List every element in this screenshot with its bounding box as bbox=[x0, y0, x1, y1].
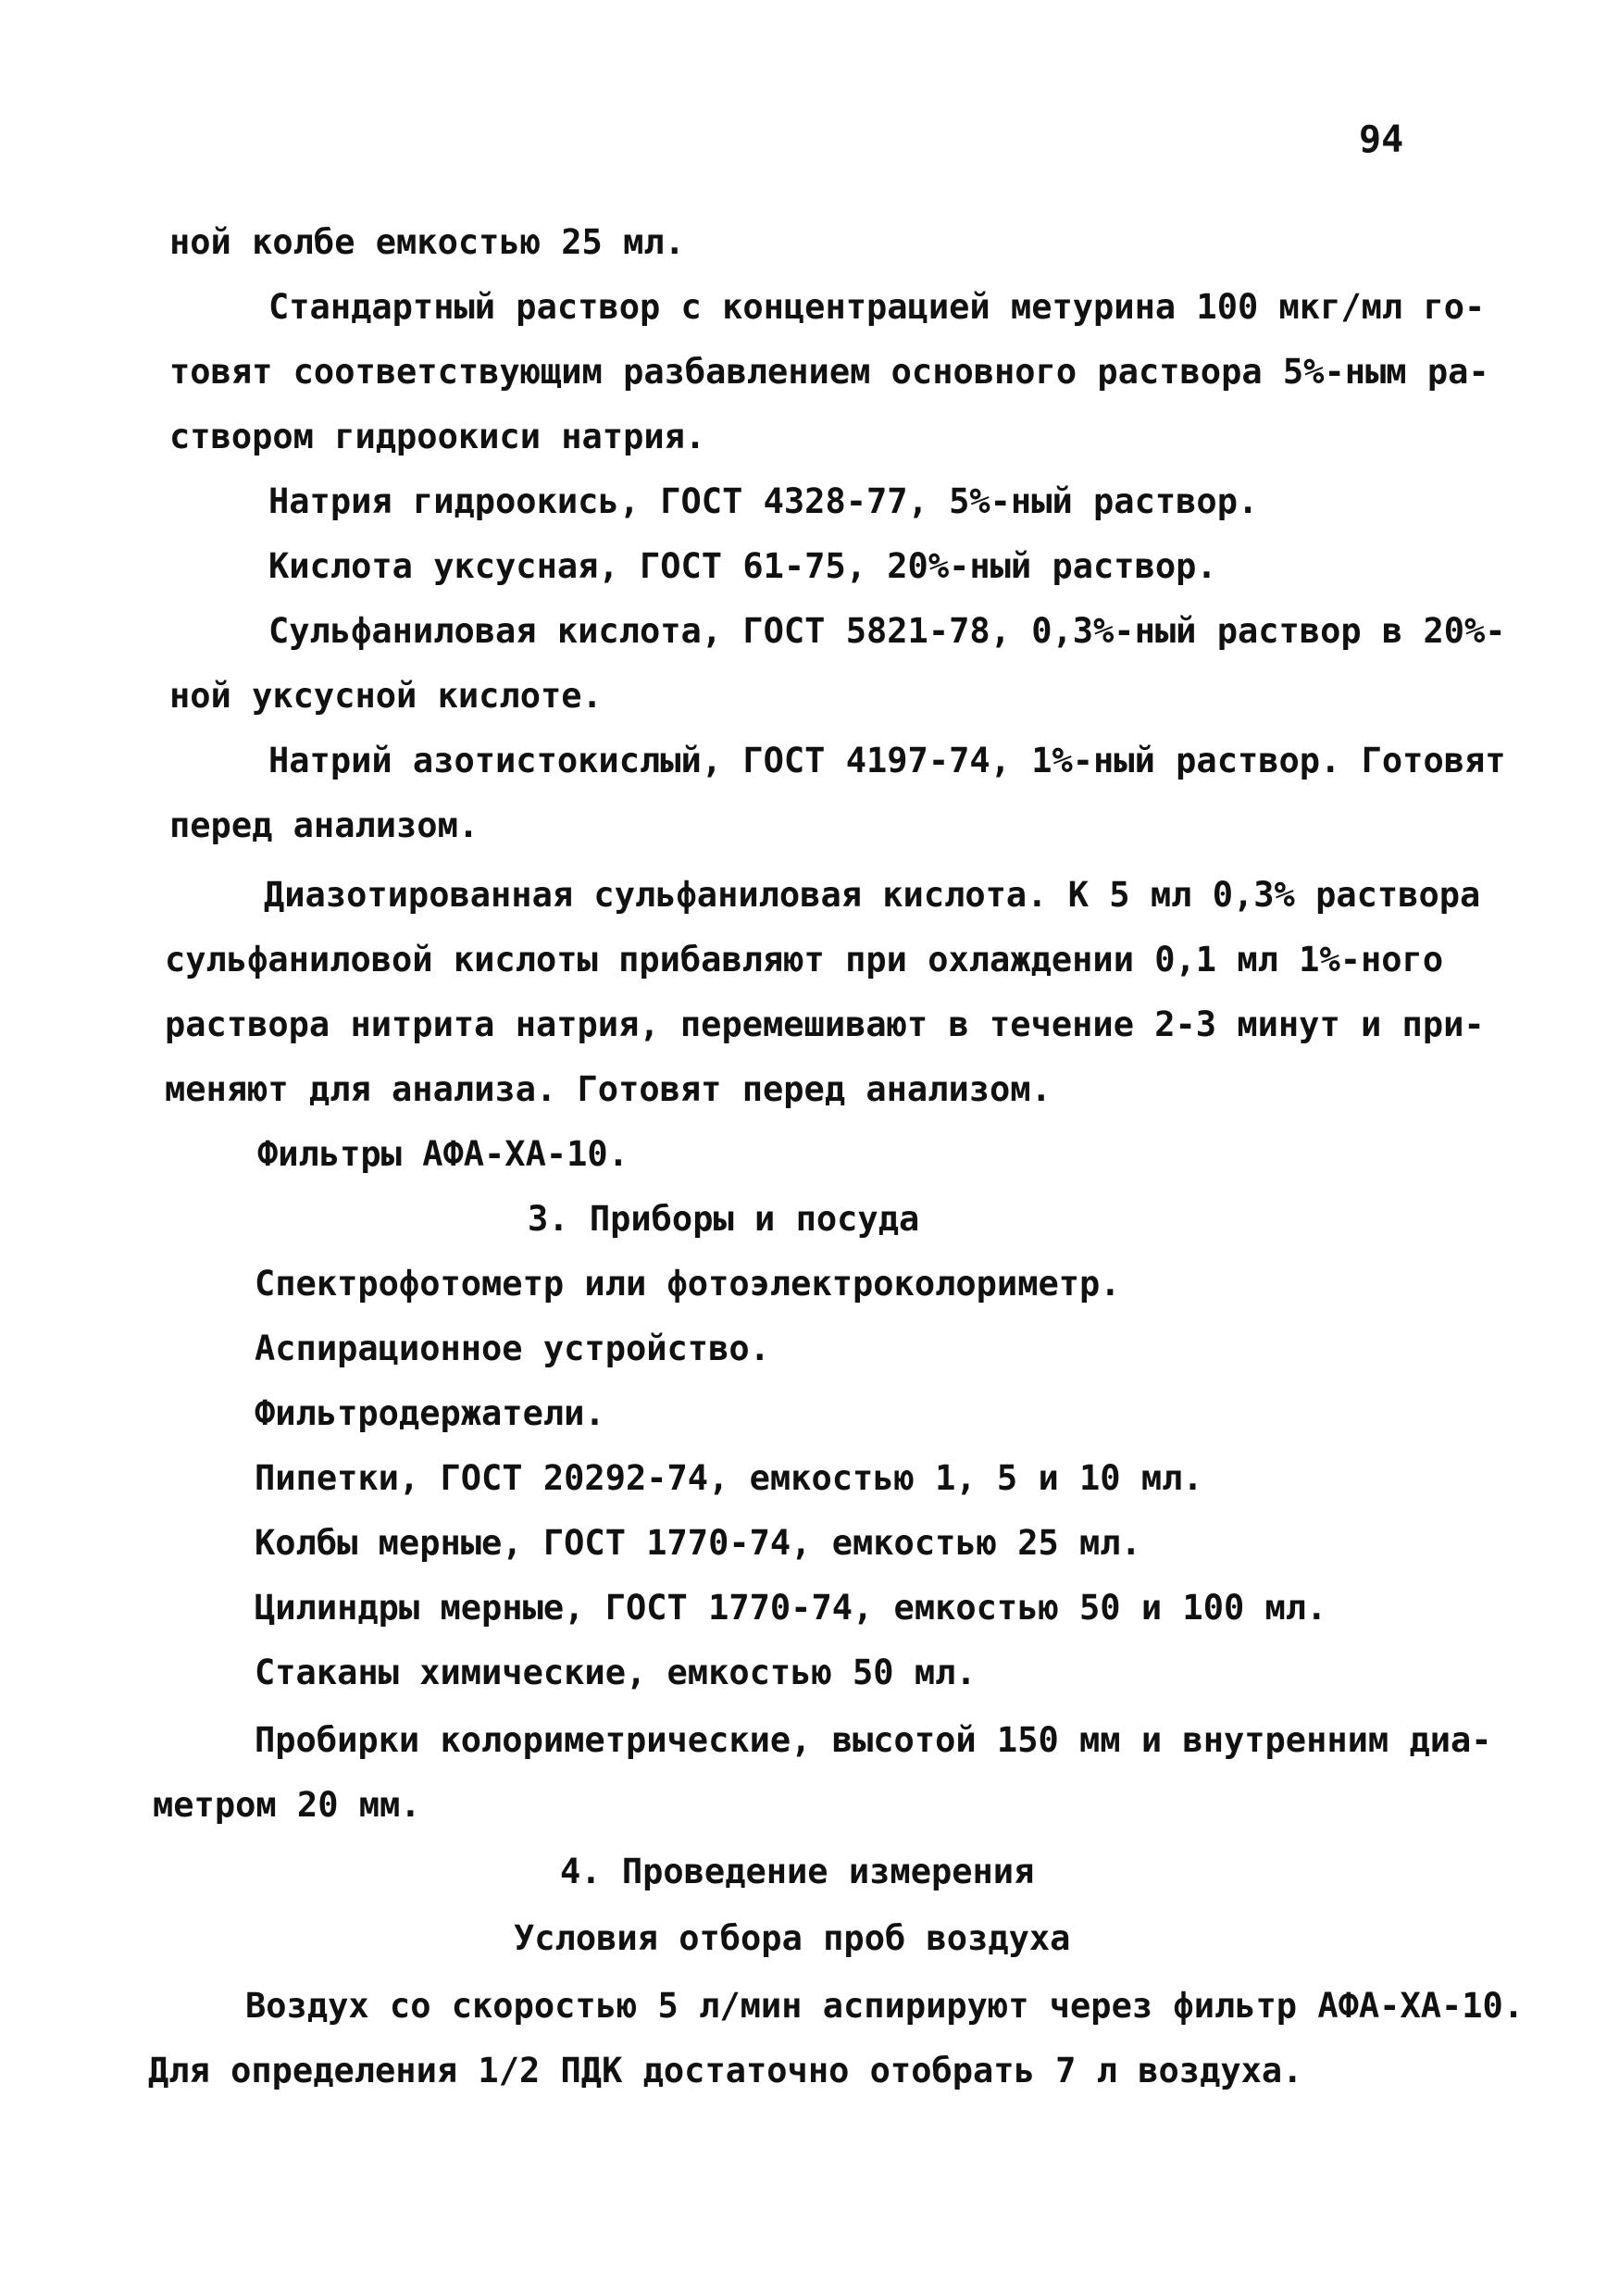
text-line: Колбы мерные, ГОСТ 1770-74, емкостью 25 мл. bbox=[255, 1523, 1141, 1563]
section-heading: 4. Проведение измерения bbox=[560, 1852, 1035, 1891]
text-line: сульфаниловой кислоты прибавляют при охлаждении 0,1 мл 1%-ного bbox=[165, 940, 1444, 980]
text-line: Пробирки колориметрические, высотой 150 мм и внутренним диа- bbox=[255, 1720, 1492, 1760]
text-line: ной колбе емкостью 25 мл. bbox=[169, 222, 685, 262]
text-line: перед анализом. bbox=[169, 805, 479, 845]
text-line: Пипетки, ГОСТ 20292-74, емкостью 1, 5 и 10 мл. bbox=[255, 1458, 1203, 1498]
text-line: Кислота уксусная, ГОСТ 61-75, 20%-ный раствор. bbox=[268, 546, 1217, 586]
page-number: 94 bbox=[1359, 119, 1404, 161]
text-line: Натрий азотистокислый, ГОСТ 4197-74, 1%-ный раствор. Готовят bbox=[268, 741, 1506, 780]
text-line: Аспирационное устройство. bbox=[255, 1329, 770, 1368]
text-line: Стандартный раствор с концентрацией метурина 100 мкг/мл го- bbox=[268, 287, 1486, 327]
text-line: створом гидроокиси натрия. bbox=[169, 417, 706, 456]
text-line: Фильтродержатели. bbox=[255, 1393, 605, 1433]
text-line: Фильтры АФА-ХА-10. bbox=[257, 1134, 629, 1174]
text-line: Натрия гидроокись, ГОСТ 4328-77, 5%-ный раствор. bbox=[268, 481, 1259, 521]
text-line: Сульфаниловая кислота, ГОСТ 5821-78, 0,3%-ный раствор в 20%- bbox=[268, 611, 1506, 651]
section-subheading: Условия отбора проб воздуха bbox=[514, 1918, 1071, 1958]
text-line: Цилиндры мерные, ГОСТ 1770-74, емкостью 50 и 100 мл. bbox=[255, 1588, 1327, 1628]
text-line: раствора нитрита натрия, перемешивают в течение 2-3 минут и при- bbox=[165, 1004, 1485, 1044]
text-line: метром 20 мм. bbox=[153, 1785, 421, 1825]
text-line: Воздух со скоростью 5 л/мин аспирируют через фильтр АФА-ХА-10. bbox=[245, 1986, 1525, 2026]
text-line: Диазотированная сульфаниловая кислота. К 5 мл 0,3% раствора bbox=[264, 875, 1481, 915]
text-line: меняют для анализа. Готовят перед анализом. bbox=[165, 1069, 1052, 1109]
text-line: ной уксусной кислоте. bbox=[169, 676, 603, 716]
text-line: Для определения 1/2 ПДК достаточно отобрать 7 л воздуха. bbox=[148, 2051, 1303, 2090]
text-line: Стаканы химические, емкостью 50 мл. bbox=[255, 1653, 977, 1692]
text-line: товят соответствующим разбавлением основного раствора 5%-ным ра- bbox=[169, 352, 1489, 392]
section-heading: 3. Приборы и посуда bbox=[528, 1199, 920, 1239]
text-line: Спектрофотометр или фотоэлектроколориметр. bbox=[255, 1264, 1121, 1304]
